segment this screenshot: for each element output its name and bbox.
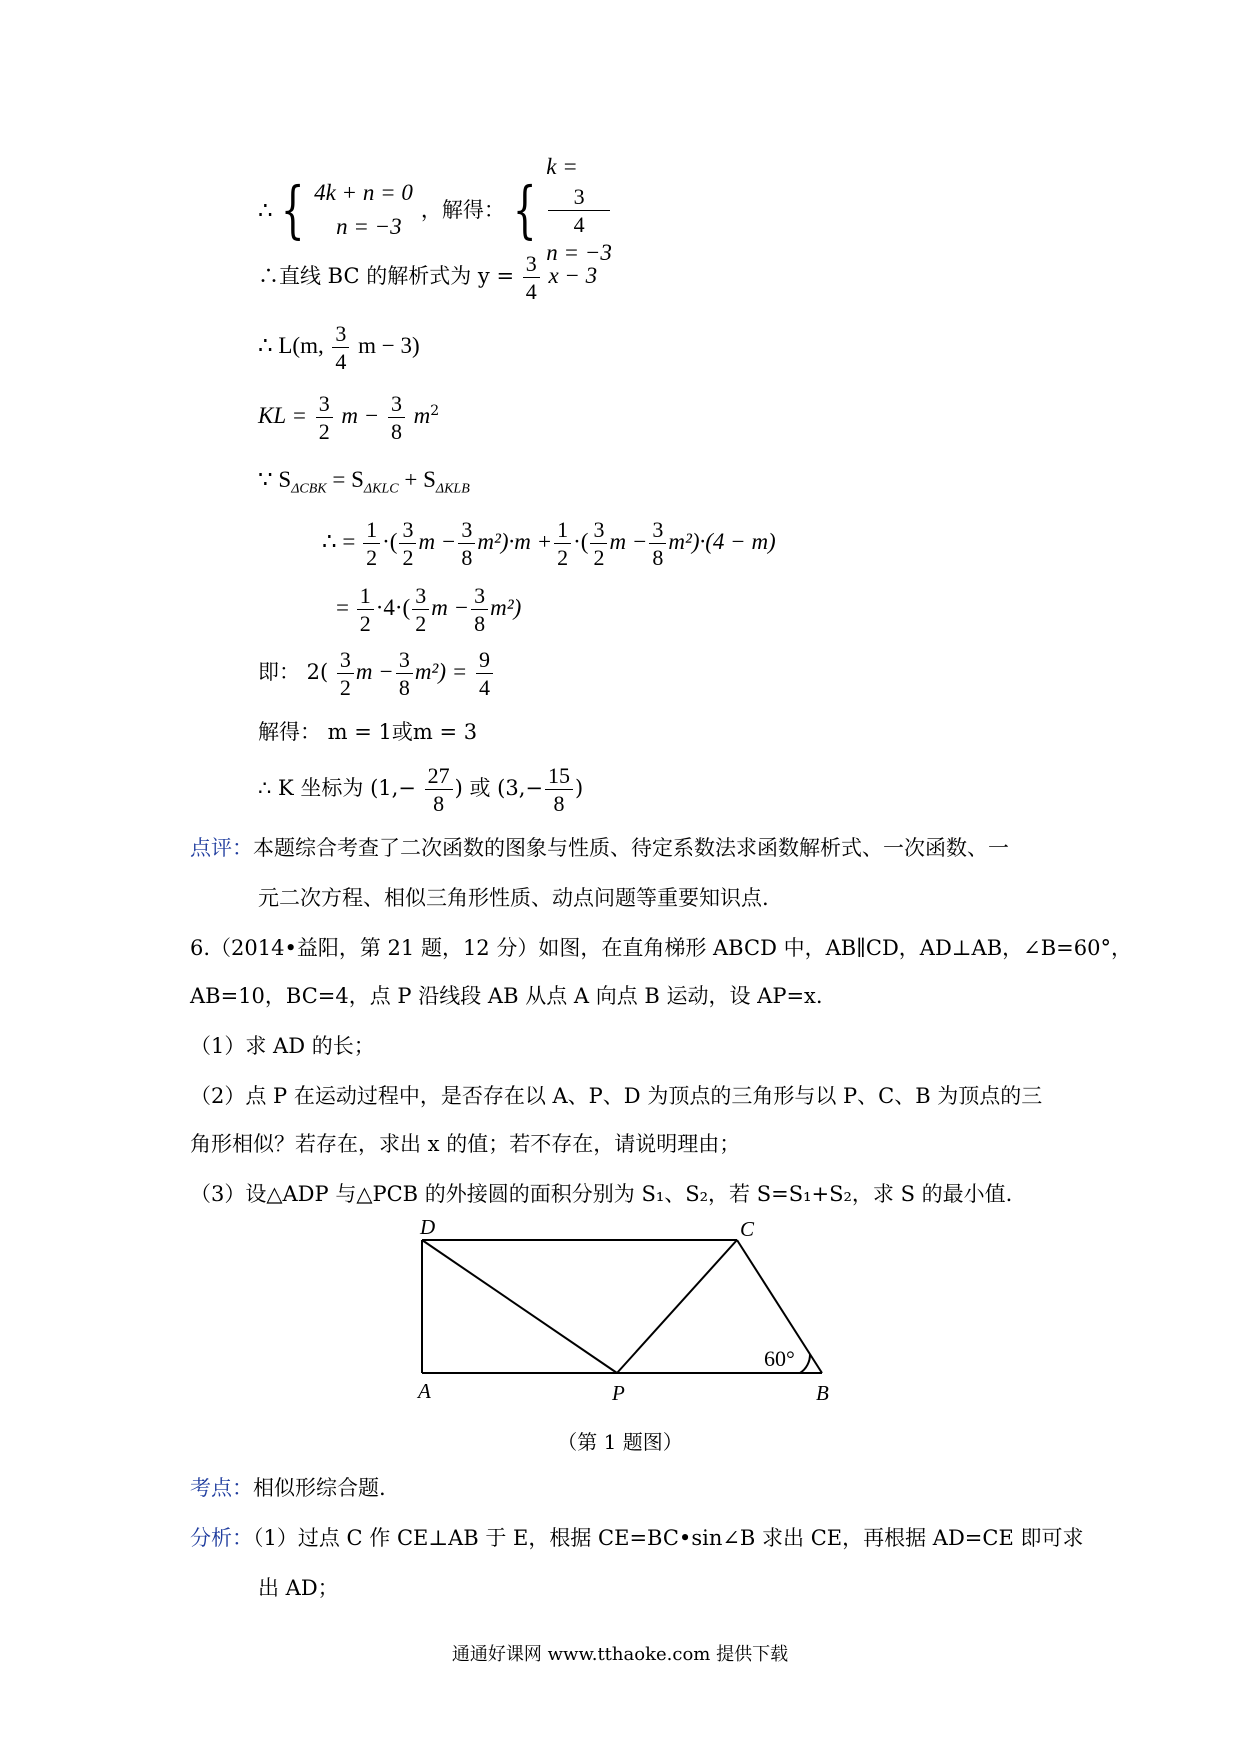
numerator: 3: [458, 518, 475, 544]
denominator: 2: [366, 545, 378, 571]
denominator: 8: [652, 545, 664, 571]
text-plus: + S: [398, 467, 436, 492]
text: ∴ L(m,: [258, 333, 324, 359]
label-b: B: [816, 1381, 829, 1405]
fenxi-text: 出 AD；: [258, 1576, 339, 1600]
numerator: 3: [649, 518, 666, 544]
numerator: 3: [523, 252, 540, 278]
review-line-2: [258, 888, 769, 909]
subscript: ΔCBK: [291, 481, 327, 497]
question-1: [190, 1036, 375, 1057]
line-bc-equation: [258, 252, 597, 303]
text: 解得： m = 1或m = 3: [258, 720, 478, 744]
kaodian-label: 考点：: [190, 1476, 253, 1500]
fraction: [649, 518, 666, 569]
denominator: 2: [402, 545, 414, 571]
text: ∵ S: [258, 467, 292, 492]
area-relation-line: [258, 468, 470, 497]
numerator: 1: [363, 518, 380, 544]
review-text: 本题综合考查了二次函数的图象与性质、待定系数法求函数解析式、一次函数、一: [253, 836, 1009, 860]
text: 即： 2(: [258, 660, 329, 685]
fraction: [554, 518, 571, 569]
problem-text: 6.（2014•益阳，第 21 题，12 分）如图，在直角梯形 ABCD 中，AB∥CD，AD⊥AB，∠B=60°，: [190, 936, 1132, 960]
denominator: 4: [573, 211, 585, 237]
label-a: A: [418, 1379, 431, 1403]
fraction: [396, 648, 413, 699]
text: ): [574, 776, 584, 801]
denominator: 8: [398, 675, 410, 701]
fraction: [425, 764, 453, 815]
fraction: [363, 518, 380, 569]
subscript: ΔKLB: [435, 481, 470, 497]
text: ∴直线 BC 的解析式为 y =: [258, 264, 515, 289]
subscript: ΔKLC: [363, 481, 399, 497]
text: ·(: [382, 528, 398, 554]
text: m −: [355, 659, 394, 685]
left-brace-2: {: [512, 173, 537, 247]
denominator: 4: [478, 675, 490, 701]
denominator: 2: [415, 611, 427, 637]
problem-text: AB=10，BC=4，点 P 沿线段 AB 从点 A 向点 B 运动，设 AP=x.: [190, 984, 823, 1008]
kaodian-line: [190, 1478, 386, 1499]
text: m −: [431, 594, 470, 620]
numerator: 27: [425, 764, 453, 790]
segment-dp: [422, 1240, 617, 1373]
denominator: 8: [390, 419, 402, 445]
figure-caption: （第 1 题图）: [557, 1430, 683, 1454]
text: ∴ K 坐标为 (1,−: [258, 776, 416, 801]
text: m²) =: [414, 659, 468, 685]
fenxi-label: 分析：: [190, 1526, 253, 1550]
numerator: 15: [545, 764, 573, 790]
kaodian-text: 相似形综合题.: [253, 1476, 386, 1500]
point-l-line: [258, 322, 420, 373]
text-tail: x − 3: [548, 263, 598, 289]
numerator: 3: [471, 584, 488, 610]
solve-label: ，解得：: [420, 197, 505, 222]
review-text: 元二次方程、相似三角形性质、动点问题等重要知识点.: [258, 886, 769, 910]
fraction: [357, 584, 374, 635]
fraction: [545, 764, 573, 815]
question-3: [190, 1184, 1012, 1205]
denominator: 4: [525, 279, 537, 305]
fraction: [590, 518, 607, 569]
fenxi-line-2: [258, 1578, 339, 1599]
denominator: 2: [359, 611, 371, 637]
text: =: [336, 594, 349, 620]
angle-label: 60°: [764, 1346, 795, 1371]
angle-arc: [800, 1354, 810, 1373]
fraction: [548, 185, 610, 236]
equation-line: [258, 648, 495, 699]
fraction: [458, 518, 475, 569]
review-line-1: [190, 838, 1009, 859]
denominator: 8: [433, 791, 445, 817]
numerator: 3: [412, 584, 429, 610]
text-tail: m: [413, 403, 431, 429]
text: KL =: [258, 403, 307, 429]
fenxi-text: （1）过点 C 作 CE⊥AB 于 E，根据 CE=BC•sin∠B 求出 CE，再根据 AD=CE 即可求: [253, 1526, 1084, 1550]
denominator: 4: [335, 349, 347, 375]
segment-pc: [617, 1240, 737, 1373]
trapezoid-figure: [410, 1218, 850, 1413]
text-mid: m −: [341, 403, 380, 429]
fraction: [316, 392, 333, 443]
fraction: [476, 648, 493, 699]
denominator: 2: [339, 675, 351, 701]
text: m²): [490, 594, 522, 620]
fraction: [399, 518, 416, 569]
expansion-line-1: [322, 518, 776, 569]
page-footer: 通通好课网 www.tthaoke.com 提供下载: [451, 1644, 789, 1665]
numerator: 1: [554, 518, 571, 544]
system-equations: [314, 176, 413, 245]
review-label: 点评：: [190, 836, 253, 860]
denominator: 8: [553, 791, 565, 817]
text: ∴ =: [322, 528, 356, 554]
numerator: 3: [332, 322, 349, 348]
text-tail: m − 3): [358, 333, 420, 359]
numerator: 3: [590, 518, 607, 544]
fenxi-line-1: [190, 1528, 1083, 1549]
denominator: 8: [461, 545, 473, 571]
fraction: [471, 584, 488, 635]
denominator: 2: [318, 419, 330, 445]
solution-1-lhs: k =: [546, 154, 578, 179]
text: m −: [609, 528, 648, 554]
text: ) 或 (3,−: [454, 776, 543, 801]
denominator: 8: [474, 611, 486, 637]
fraction: [332, 322, 349, 373]
k-coordinates-line: [258, 764, 583, 815]
text: m²)·(4 − m): [668, 528, 776, 554]
solution-2: n = −3: [546, 239, 612, 265]
denominator: 2: [557, 545, 569, 571]
text-mid: = S: [326, 467, 364, 492]
text: ·4·(: [375, 594, 411, 620]
question-text: （1）求 AD 的长；: [190, 1034, 375, 1058]
exponent: 2: [430, 403, 440, 420]
numerator: 3: [399, 518, 416, 544]
problem-line-2: [190, 986, 823, 1007]
text: m²)·m +: [477, 528, 553, 554]
equation-1: 4k + n = 0: [314, 179, 413, 205]
numerator: 3: [316, 392, 333, 418]
left-brace: {: [280, 173, 305, 247]
numerator: 1: [357, 584, 374, 610]
numerator: 3: [388, 392, 405, 418]
denominator: 2: [593, 545, 605, 571]
question-text: 角形相似？若存在，求出 x 的值；若不存在，请说明理由；: [190, 1132, 741, 1156]
text: ·(: [573, 528, 589, 554]
numerator: 3: [396, 648, 413, 674]
equation-2: n = −3: [336, 214, 402, 240]
expansion-line-2: [336, 584, 521, 635]
question-text: （3）设△ADP 与△PCB 的外接圆的面积分别为 S₁、S₂，若 S=S₁+S₂，求 S 的最小值.: [190, 1182, 1013, 1206]
label-p: P: [612, 1381, 625, 1405]
label-c: C: [740, 1218, 755, 1241]
fraction: [337, 648, 354, 699]
solution-line: [258, 722, 477, 743]
solution-1: [546, 150, 612, 236]
numerator: 3: [337, 648, 354, 674]
numerator: 3: [548, 185, 610, 211]
question-2a: [190, 1086, 1042, 1107]
problem-line-1: [190, 938, 1132, 959]
kl-line: [258, 392, 439, 443]
numerator: 9: [476, 648, 493, 674]
therefore: ∴: [258, 197, 273, 223]
question-text: （2）点 P 在运动过程中，是否存在以 A、P、D 为顶点的三角形与以 P、C、B 为顶点的三: [190, 1084, 1043, 1108]
fraction: [412, 584, 429, 635]
label-d: D: [420, 1218, 436, 1239]
text: m −: [418, 528, 457, 554]
fraction: [388, 392, 405, 443]
fraction: [523, 252, 540, 303]
question-2b: [190, 1134, 740, 1155]
